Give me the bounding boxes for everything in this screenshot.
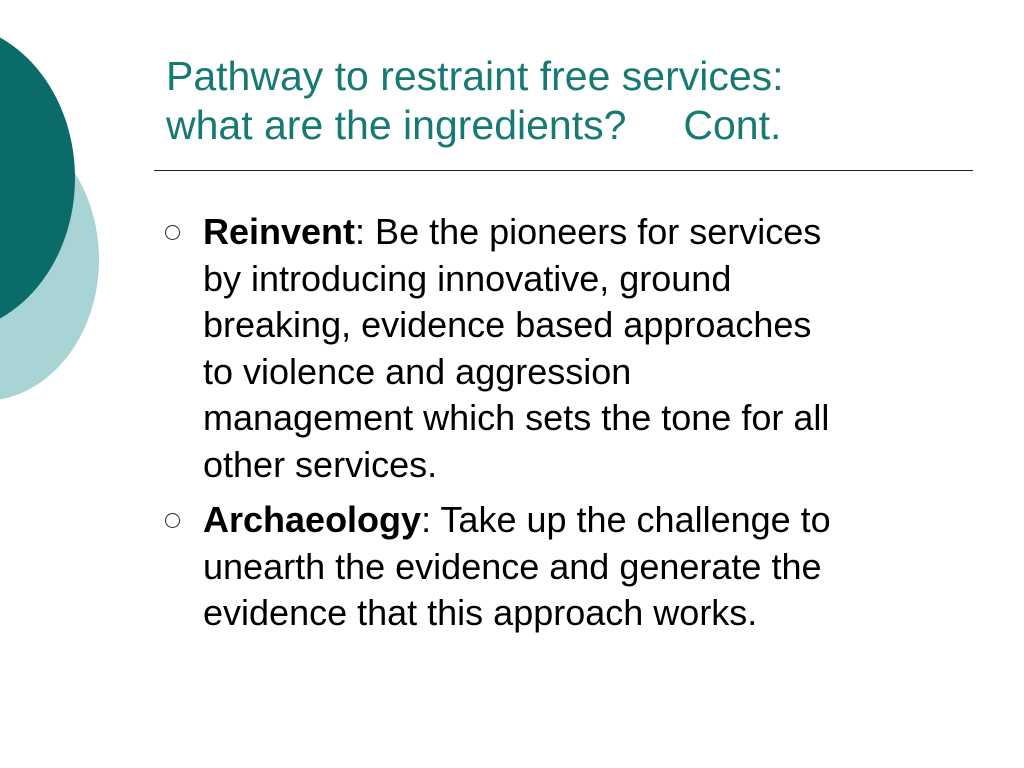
bullet-first-line-rest: : Be the pioneers for services [355, 211, 822, 252]
bullet-term: Archaeology [203, 499, 422, 540]
hollow-circle-bullet-icon [165, 225, 180, 240]
bullet-item-reinvent [165, 209, 965, 488]
bullet-list [165, 209, 965, 646]
title-divider [154, 170, 973, 171]
title-line-2: what are the ingredients? Cont. [166, 102, 782, 148]
bullet-line: management which sets the tone for all [203, 397, 830, 438]
bullet-line: evidence that this approach works. [203, 592, 758, 633]
bullet-first-line [203, 209, 965, 256]
slide-title [166, 52, 986, 150]
bullet-line: to violence and aggression [203, 350, 632, 392]
bullet-first-line [203, 497, 965, 544]
bullet-first-line-rest: : Take up the challenge to [421, 499, 831, 540]
bullet-line: other services. [203, 443, 438, 485]
bullet-line: by introducing innovative, ground [203, 257, 732, 299]
bullet-line: breaking, evidence based approaches [203, 304, 812, 345]
bullet-term: Reinvent [203, 211, 356, 252]
title-line-1: Pathway to restraint free services: [166, 53, 784, 99]
bullet-line: unearth the evidence and generate the [203, 545, 822, 587]
bullet-item-archaeology [165, 497, 965, 637]
hollow-circle-bullet-icon [165, 513, 180, 528]
